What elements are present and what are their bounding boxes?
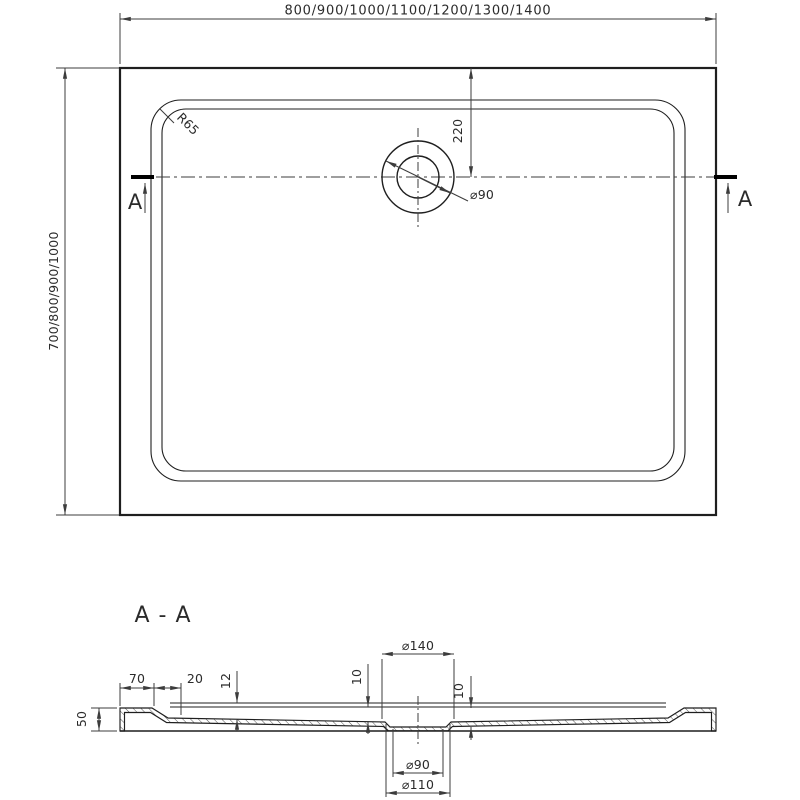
depth-dimension-label: 700/800/900/1000 [46, 231, 61, 351]
drain-offset-label: 220 [450, 118, 465, 144]
rim-slope-label: 20 [186, 671, 204, 686]
flange-diameter-label: ⌀110 [401, 777, 435, 792]
floor-depth-right-label: 10 [451, 682, 466, 700]
width-dimension [120, 4, 716, 65]
rim-flat-label: 70 [128, 671, 146, 686]
leader-line [160, 109, 174, 123]
corner-radius-label: R65 [173, 109, 203, 139]
drain-diameter-label: ⌀90 [470, 187, 495, 202]
section-view-title: A - A [134, 603, 192, 628]
floor-depth-left-label: 10 [349, 668, 364, 686]
depth-dimension [46, 68, 119, 515]
rim-flat-dimension [120, 671, 154, 706]
rim-height-label: 12 [218, 672, 233, 690]
section-mark-right [714, 177, 753, 213]
rim-slope-dimension [154, 671, 203, 715]
section-mark-left [128, 177, 154, 214]
corner-radius-callout [160, 109, 202, 138]
width-dimension-label: 800/900/1000/1100/1200/1300/1400 [284, 3, 552, 19]
top-view [46, 4, 753, 516]
section-letter-right: A [737, 187, 753, 211]
section-letter-left: A [127, 190, 143, 214]
edge-height-dimension [74, 708, 117, 731]
section-view [74, 603, 716, 797]
recess-diameter-label: ⌀140 [401, 638, 435, 653]
drain-diameter-dimension [386, 161, 494, 202]
drain-offset-dimension [450, 68, 471, 177]
edge-height-label: 50 [74, 710, 89, 728]
hole-diameter-label: ⌀90 [405, 757, 431, 772]
